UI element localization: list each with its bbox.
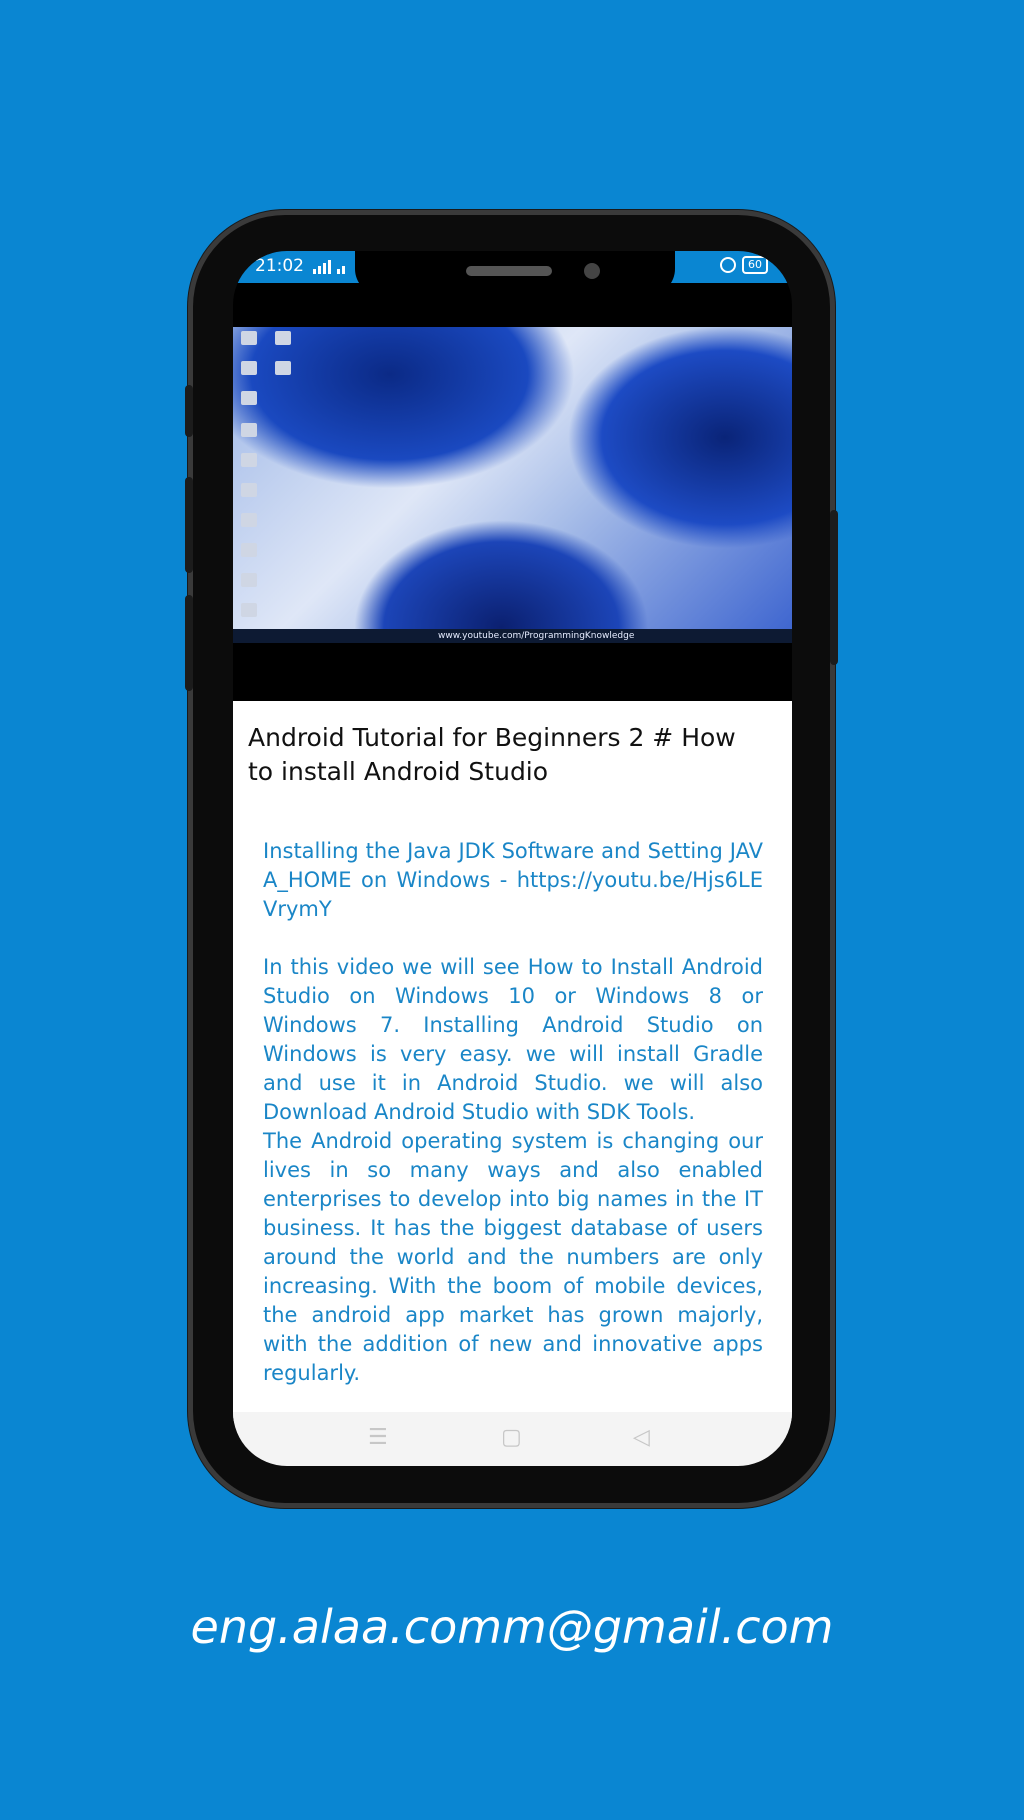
- article-content[interactable]: [233, 701, 792, 1421]
- status-time: 21:02: [255, 256, 304, 276]
- volume-button-1: [185, 385, 193, 437]
- alarm-icon: [720, 257, 736, 273]
- phone-screen: [233, 251, 792, 1466]
- desktop-icon: [275, 331, 291, 345]
- desktop-icon: [241, 361, 257, 375]
- status-right: [720, 256, 768, 274]
- desktop-icon: [241, 513, 257, 527]
- article-paragraph: The Android operating system is changing our lives in so many ways and also enabled enterprises to develop into big names in the IT business. It has the biggest database of users around the world and the numbers are only increasing. With the boom of mobile devices, the android app market has grown majorly, with the addition of new and innovative apps regularly.: [263, 1129, 763, 1385]
- power-button: [830, 510, 838, 665]
- back-icon[interactable]: ◁: [633, 1425, 650, 1450]
- desktop-icon: [241, 391, 257, 405]
- notch: [355, 251, 675, 295]
- desktop-icon: [241, 331, 257, 345]
- battery-icon: 60: [742, 256, 768, 274]
- front-camera: [584, 263, 600, 279]
- article-paragraph[interactable]: Installing the Java JDK Software and Setting JAVA_HOME on Windows - https://youtu.be/Hjs6LEVrymY: [263, 839, 763, 921]
- windows-taskbar: [233, 629, 792, 643]
- volume-button-3: [185, 595, 193, 691]
- signal-icon: [313, 258, 345, 274]
- contact-email: eng.alaa.comm@gmail.com: [190, 1600, 834, 1654]
- desktop-icon: [241, 543, 257, 557]
- desktop-icon: [241, 573, 257, 587]
- video-player[interactable]: [233, 327, 792, 643]
- article-title: Android Tutorial for Beginners 2 # How to install Android Studio: [248, 723, 736, 786]
- volume-button-2: [185, 477, 193, 573]
- system-nav-bar: [233, 1412, 792, 1466]
- desktop-icon: [241, 453, 257, 467]
- home-icon[interactable]: ▢: [501, 1425, 522, 1450]
- desktop-icon: [241, 423, 257, 437]
- speaker: [466, 266, 552, 276]
- desktop-icon: [275, 361, 291, 375]
- desktop-icon: [241, 483, 257, 497]
- article-body: [263, 837, 763, 1388]
- article-paragraph: In this video we will see How to Install Android Studio on Windows 10 or Windows 8 or Windows 7. Installing Android Studio on Windows is very easy. we will install Gradle and use it in Android Studio. we will also Download Android Studio with SDK Tools.: [263, 955, 763, 1124]
- video-watermark: www.youtube.com/ProgrammingKnowledge: [438, 631, 635, 641]
- desktop-icon: [241, 603, 257, 617]
- menu-icon[interactable]: ☰: [368, 1425, 388, 1450]
- phone-frame: [193, 215, 830, 1503]
